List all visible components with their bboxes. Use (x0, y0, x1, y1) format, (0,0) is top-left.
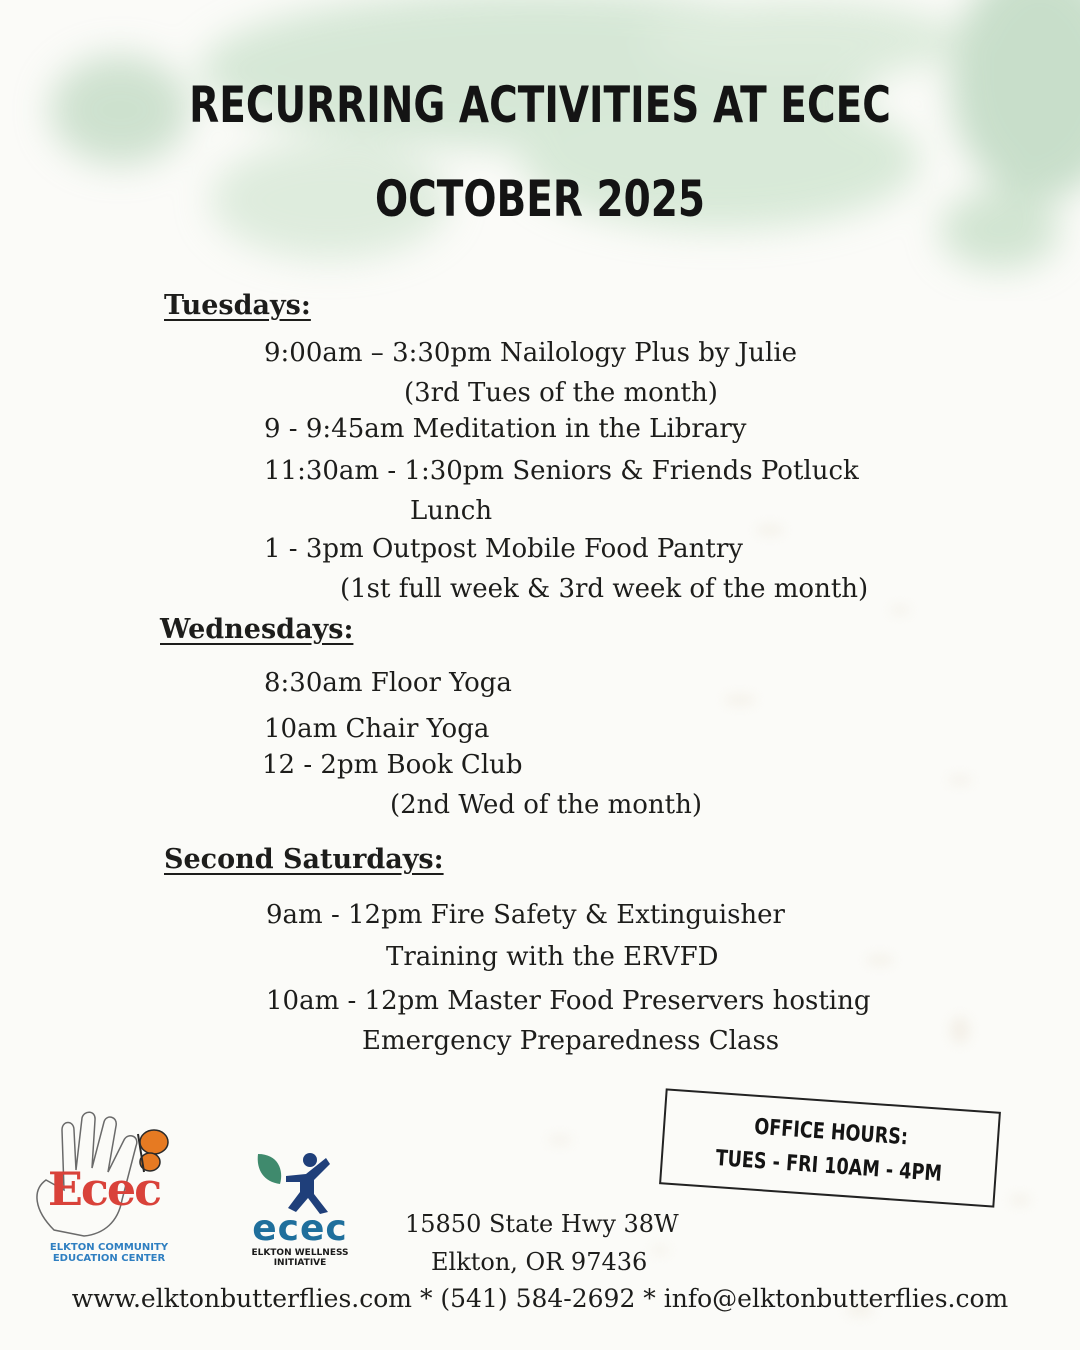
heading-wednesdays: Wednesdays: (160, 614, 354, 645)
wellness-caption-line-2: INITIATIVE (273, 1258, 327, 1268)
activity-note: (3rd Tues of the month) (404, 378, 718, 408)
activity-line: 10am Chair Yoga (264, 714, 490, 744)
person-leaf-icon (240, 1150, 360, 1216)
activity-note: Lunch (410, 496, 493, 526)
activity-line: 12 - 2pm Book Club (262, 750, 523, 780)
address-city: Elkton, OR 97436 (431, 1248, 648, 1276)
page-title: RECURRING ACTIVITIES AT ECEC (189, 76, 891, 134)
activity-line: 8:30am Floor Yoga (264, 668, 512, 698)
ecec-logo (24, 1110, 184, 1270)
heading-second-saturdays: Second Saturdays: (164, 844, 444, 875)
wellness-logo (240, 1150, 360, 1270)
ecec-caption-line-2: EDUCATION CENTER (52, 1253, 166, 1264)
wellness-logo-letters: ecec (252, 1208, 348, 1249)
activity-line: 9am - 12pm Fire Safety & Extinguisher (266, 900, 785, 930)
activity-line: 1 - 3pm Outpost Mobile Food Pantry (264, 534, 743, 564)
heading-tuesdays: Tuesdays: (164, 290, 311, 321)
activity-line: 9 - 9:45am Meditation in the Library (264, 414, 747, 444)
activity-line: 11:30am - 1:30pm Seniors & Friends Potluck (264, 456, 859, 486)
office-hours-label: OFFICE HOURS: (753, 1114, 909, 1151)
activity-note: Training with the ERVFD (386, 942, 719, 972)
contact-footer: www.elktonbutterflies.com * (541) 584-2692 * info@elktonbutterflies.com (71, 1284, 1009, 1313)
activity-line: 9:00am – 3:30pm Nailology Plus by Julie (264, 338, 798, 368)
activity-note: (1st full week & 3rd week of the month) (340, 574, 869, 604)
ecec-logo-letters: Ecec (47, 1162, 161, 1216)
wellness-caption-line-1: ELKTON WELLNESS (251, 1248, 349, 1258)
ecec-caption-line-1: ELKTON COMMUNITY (49, 1242, 169, 1253)
activity-line: 10am - 12pm Master Food Preservers hosting (266, 986, 871, 1016)
activity-note: (2nd Wed of the month) (390, 790, 703, 820)
page-subtitle: OCTOBER 2025 (374, 170, 706, 228)
activity-note: Emergency Preparedness Class (362, 1026, 780, 1056)
address-street: 15850 State Hwy 38W (405, 1210, 679, 1238)
office-hours-time: TUES - FRI 10AM - 4PM (714, 1146, 943, 1187)
